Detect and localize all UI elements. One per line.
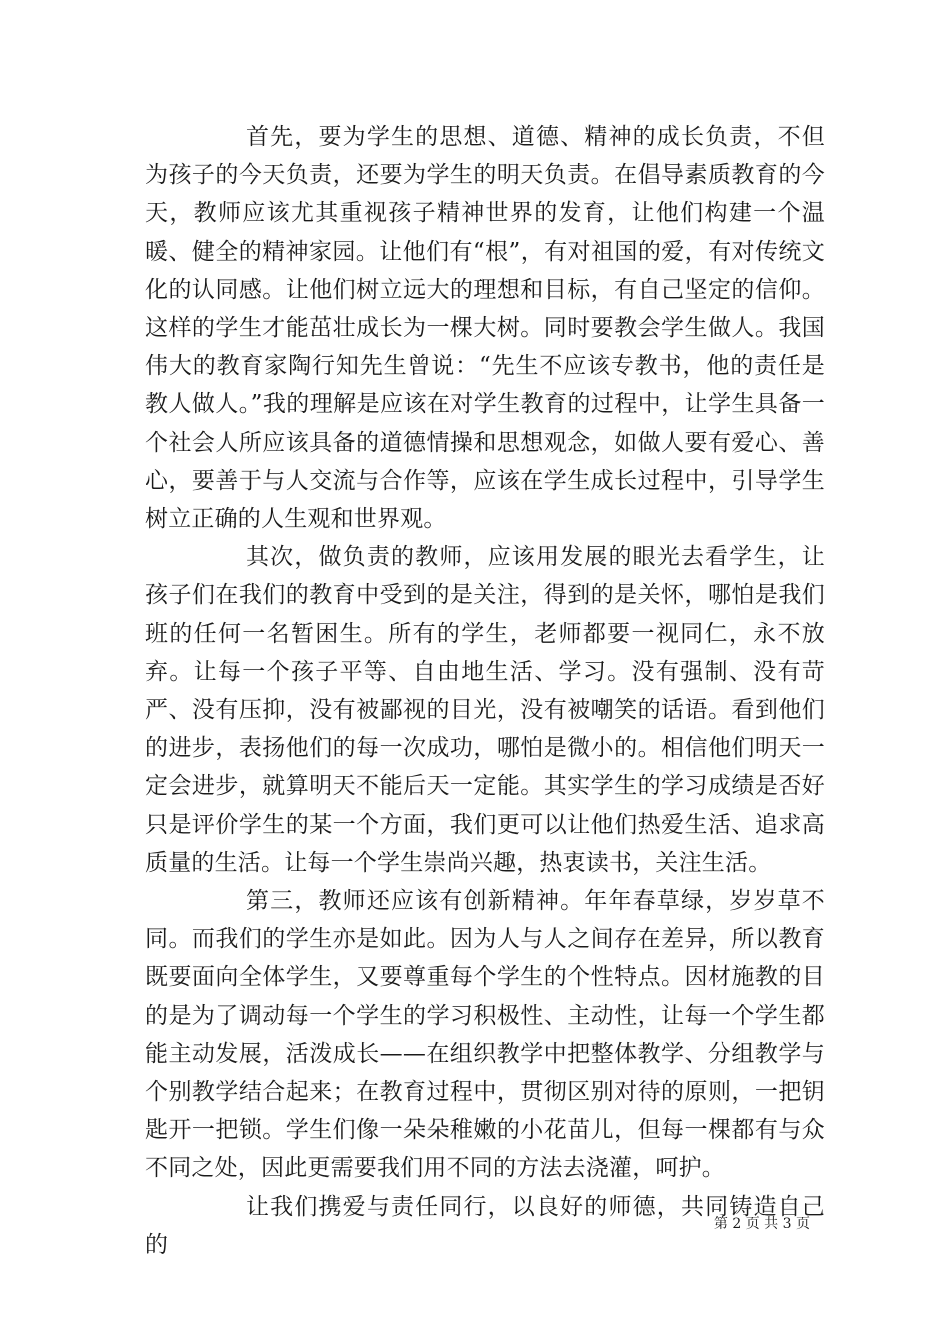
paragraph-closing: 让我们携爱与责任同行，以良好的师德，共同铸造自己的: [145, 1193, 825, 1258]
paragraph-second: 其次，做负责的教师，应该用发展的眼光去看学生，让孩子们在我们的教育中受到的是关注，得到的是关怀，哪怕是我们班的任何一名暂困生。所有的学生，老师都要一视同仁，永不放弃。让每一个孩子平等、自由地生活、学习。没有强制、没有苛严、没有压抑，没有被鄙视的目光，没有被嘲笑的话语。看到他们的进步，表扬他们的每一次成功，哪怕是微小的。相信他们明天一定会进步，就算明天不能后天一定能。其实学生的学习成绩是否好只是评价学生的某一个方面，我们更可以让他们热爱生活、追求高质量的生活。让每一个学生崇尚兴趣，热衷读书，关注生活。: [145, 544, 825, 876]
page-number-footer: 第 2 页 共 3 页: [713, 1216, 810, 1232]
paragraph-third: 第三，教师还应该有创新精神。年年春草绿，岁岁草不同。而我们的学生亦是如此。因为人与人之间存在差异，所以教育既要面向全体学生，又要尊重每个学生的个性特点。因材施教的目的是为了调动每一个学生的学习积极性、主动性，让每一个学生都能主动发展，活泼成长——在组织教学中把整体教学、分组教学与个别教学结合起来；在教育过程中，贯彻区别对待的原则，一把钥匙开一把锁。学生们像一朵朵稚嫩的小花苗儿，但每一棵都有与众不同之处，因此更需要我们用不同的方法去浇灌，呵护。: [145, 888, 825, 1182]
document-body: [145, 118, 825, 1264]
paragraph-first: 首先，要为学生的思想、道德、精神的成长负责，不但为孩子的今天负责，还要为学生的明天负责。在倡导素质教育的今天，教师应该尤其重视孩子精神世界的发育，让他们构建一个温暖、健全的精神家园。让他们有“根”，有对祖国的爱，有对传统文化的认同感。让他们树立远大的理想和目标，有自己坚定的信仰。这样的学生才能茁壮成长为一棵大树。同时要教会学生做人。我国伟大的教育家陶行知先生曾说：“先生不应该专教书，他的责任是教人做人。”我的理解是应该在对学生教育的过程中，让学生具备一个社会人所应该具备的道德情操和思想观念，如做人要有爱心、善心，要善于与人交流与合作等，应该在学生成长过程中，引导学生树立正确的人生观和世界观。: [145, 124, 825, 533]
